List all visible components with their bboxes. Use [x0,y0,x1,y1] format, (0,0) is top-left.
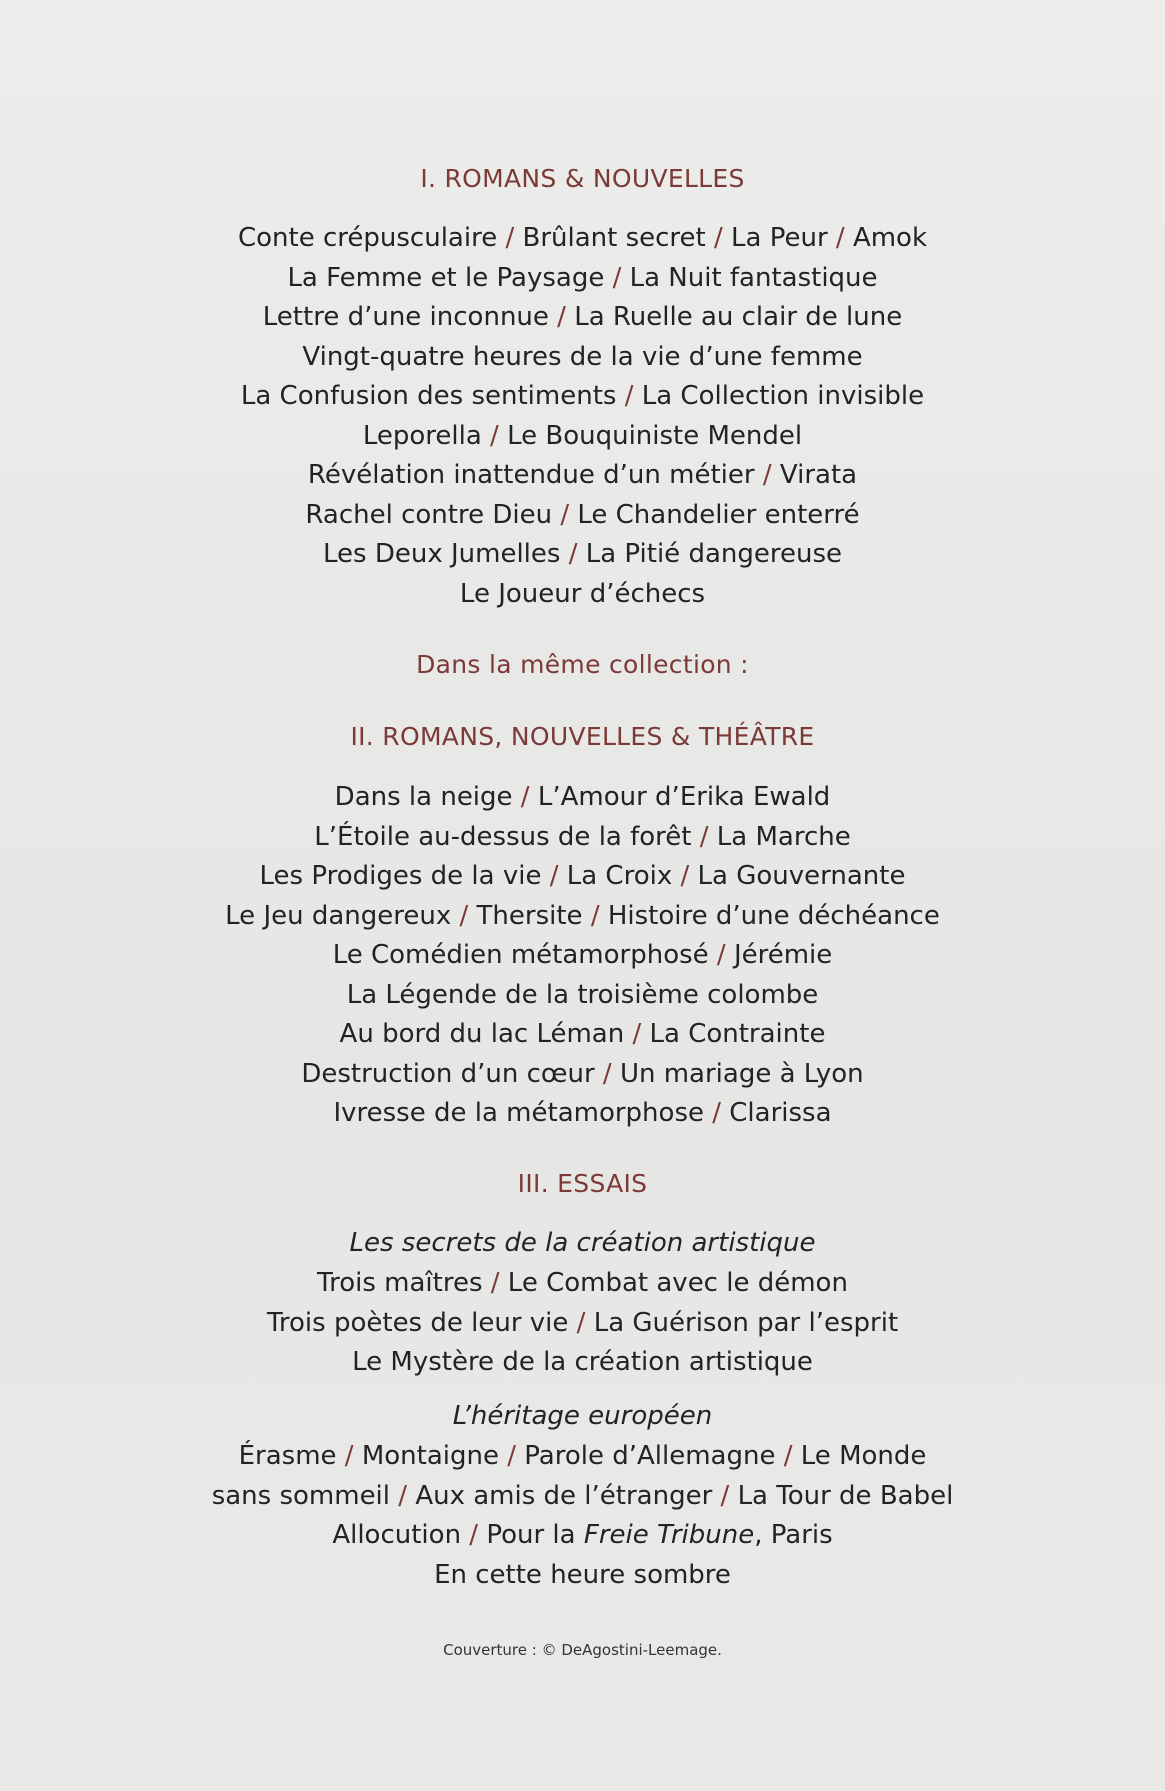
separator: / [594,1058,620,1089]
separator: / [705,223,732,253]
book-title: Le Bouquiniste Mendel [507,420,803,451]
separator: / [775,1441,801,1471]
book-title: La Contrainte [649,1019,826,1049]
cover-credit: Couverture : © DeAgostini-Leemage. [443,1641,722,1659]
subsection-heritage-list [0,1437,1165,1516]
title-line [0,1304,1165,1344]
title-line [0,857,1165,897]
separator: / [827,223,853,253]
separator: / [703,1098,730,1128]
separator: / [604,262,630,293]
book-title: La Peur [731,223,828,253]
book-title: Destruction d’un cœur [301,1058,595,1089]
book-title: Le Monde [800,1441,927,1471]
separator: / [552,499,578,530]
book-title: Le Combat avec le démon [507,1268,848,1298]
book-title: Les Deux Jumelles [323,539,561,569]
book-title: Trois poètes de leur vie [266,1307,569,1338]
separator: / [512,782,538,812]
section-1-heading: I. ROMANS & NOUVELLES [420,164,745,193]
freie-suffix: , Paris [754,1520,833,1550]
subsection-title-creation: Les secrets de la création artistique [349,1228,816,1258]
book-title: Ivresse de la métamorphose [333,1098,704,1128]
title-line [0,1055,1165,1095]
title-line [0,219,1165,259]
book-title: Conte crépusculaire [237,223,498,253]
separator: / [390,1480,416,1511]
title-line [0,936,1165,976]
book-title: Érasme [238,1441,337,1471]
title-line [0,417,1165,457]
book-title: La Confusion des sentiments [240,381,617,411]
book-title: Virata [779,460,858,490]
book-title: Clarissa [729,1098,832,1128]
title-line [0,1015,1165,1055]
book-title: Le Jeu dangereux [225,900,452,931]
title-line [0,1094,1165,1134]
separator: / [541,861,567,891]
allocution-title: Allocution [332,1520,462,1550]
book-title: Leporella [362,420,482,451]
separator: / [461,1520,487,1550]
book-title: Au bord du lac Léman [339,1019,625,1049]
book-title: L’Étoile au-dessus de la forêt [314,821,692,852]
book-title: La Guérison par l’esprit [593,1307,899,1338]
book-title: Aux amis de l’étranger [415,1480,713,1511]
title-line [0,575,1165,615]
title-line [0,298,1165,338]
book-title: Le Comédien métamorphosé [332,940,709,970]
book-title: La Tour de Babel [737,1480,954,1511]
title-line [0,496,1165,536]
section-1-list [0,219,1165,614]
separator: / [560,539,586,569]
separator: / [336,1441,362,1471]
book-title: Un mariage à Lyon [619,1058,864,1089]
separator: / [481,420,508,451]
book-title: L’Amour d’Erika Ewald [537,782,831,812]
separator: / [497,223,523,253]
book-title: Brûlant secret [522,223,706,253]
book-title: Révélation inattendue d’un métier [307,460,755,490]
book-title: La Nuit fantastique [629,262,878,293]
title-line [0,976,1165,1016]
book-title: La Gouvernante [697,861,906,891]
subsection-title-heritage: L’héritage européen [452,1401,713,1431]
separator: / [712,1480,738,1511]
title-line [0,1343,1165,1383]
title-line [0,778,1165,818]
separator: / [616,381,642,411]
last-title-line: En cette heure sombre [434,1560,731,1590]
title-line [0,456,1165,496]
section-2-heading: II. ROMANS, NOUVELLES & THÉÂTRE [350,722,815,751]
subsection-creation-list [0,1264,1165,1383]
title-line [0,259,1165,299]
title-line [0,1477,1165,1517]
allocution-line [0,1516,1165,1556]
separator: / [548,302,575,332]
book-title: La Ruelle au clair de lune [574,302,903,332]
separator: / [568,1307,594,1338]
book-title: Jérémie [733,940,833,970]
title-line [0,1264,1165,1304]
title-line [0,338,1165,378]
freie-tribune-title: Freie Tribune [583,1520,755,1550]
book-title: La Légende de la troisième colombe [346,979,819,1010]
title-line [0,1437,1165,1477]
separator: / [624,1019,650,1049]
title-line [0,818,1165,858]
section-2-list [0,778,1165,1134]
book-title: sans sommeil [211,1480,391,1511]
separator: / [691,821,717,852]
book-title: La Pitié dangereuse [585,539,842,569]
title-line [0,897,1165,937]
separator: / [754,460,780,490]
book-title: Lettre d’une inconnue [262,302,549,332]
book-title: Dans la neige [334,782,513,812]
separator: / [451,900,477,931]
section-3-heading: III. ESSAIS [517,1169,648,1198]
book-title: Le Mystère de la création artistique [352,1347,813,1377]
separator: / [498,1441,525,1471]
separator: / [482,1268,508,1298]
book-title: Parole d’Allemagne [524,1441,776,1471]
freie-prefix: Pour la [486,1520,584,1550]
book-title: Vingt-quatre heures de la vie d’une femme [302,341,863,372]
separator: / [582,900,608,931]
book-title: Le Chandelier enterré [577,499,860,530]
book-title: La Femme et le Paysage [287,262,605,293]
book-title: La Marche [716,821,851,852]
book-title: Rachel contre Dieu [305,499,553,530]
book-title: Le Joueur d’échecs [459,578,706,609]
collection-intro: Dans la même collection : [416,650,749,679]
book-title: La Collection invisible [641,381,925,411]
book-title: Trois maîtres [317,1268,483,1298]
book-title: Thersite [476,900,583,931]
book-title: Montaigne [361,1441,499,1471]
book-title: Histoire d’une déchéance [607,900,940,931]
separator: / [708,940,734,970]
title-line [0,535,1165,575]
book-title: Amok [852,223,928,253]
book-title: Les Prodiges de la vie [259,861,542,891]
separator: / [672,861,698,891]
book-title: La Croix [566,861,673,891]
title-line [0,377,1165,417]
